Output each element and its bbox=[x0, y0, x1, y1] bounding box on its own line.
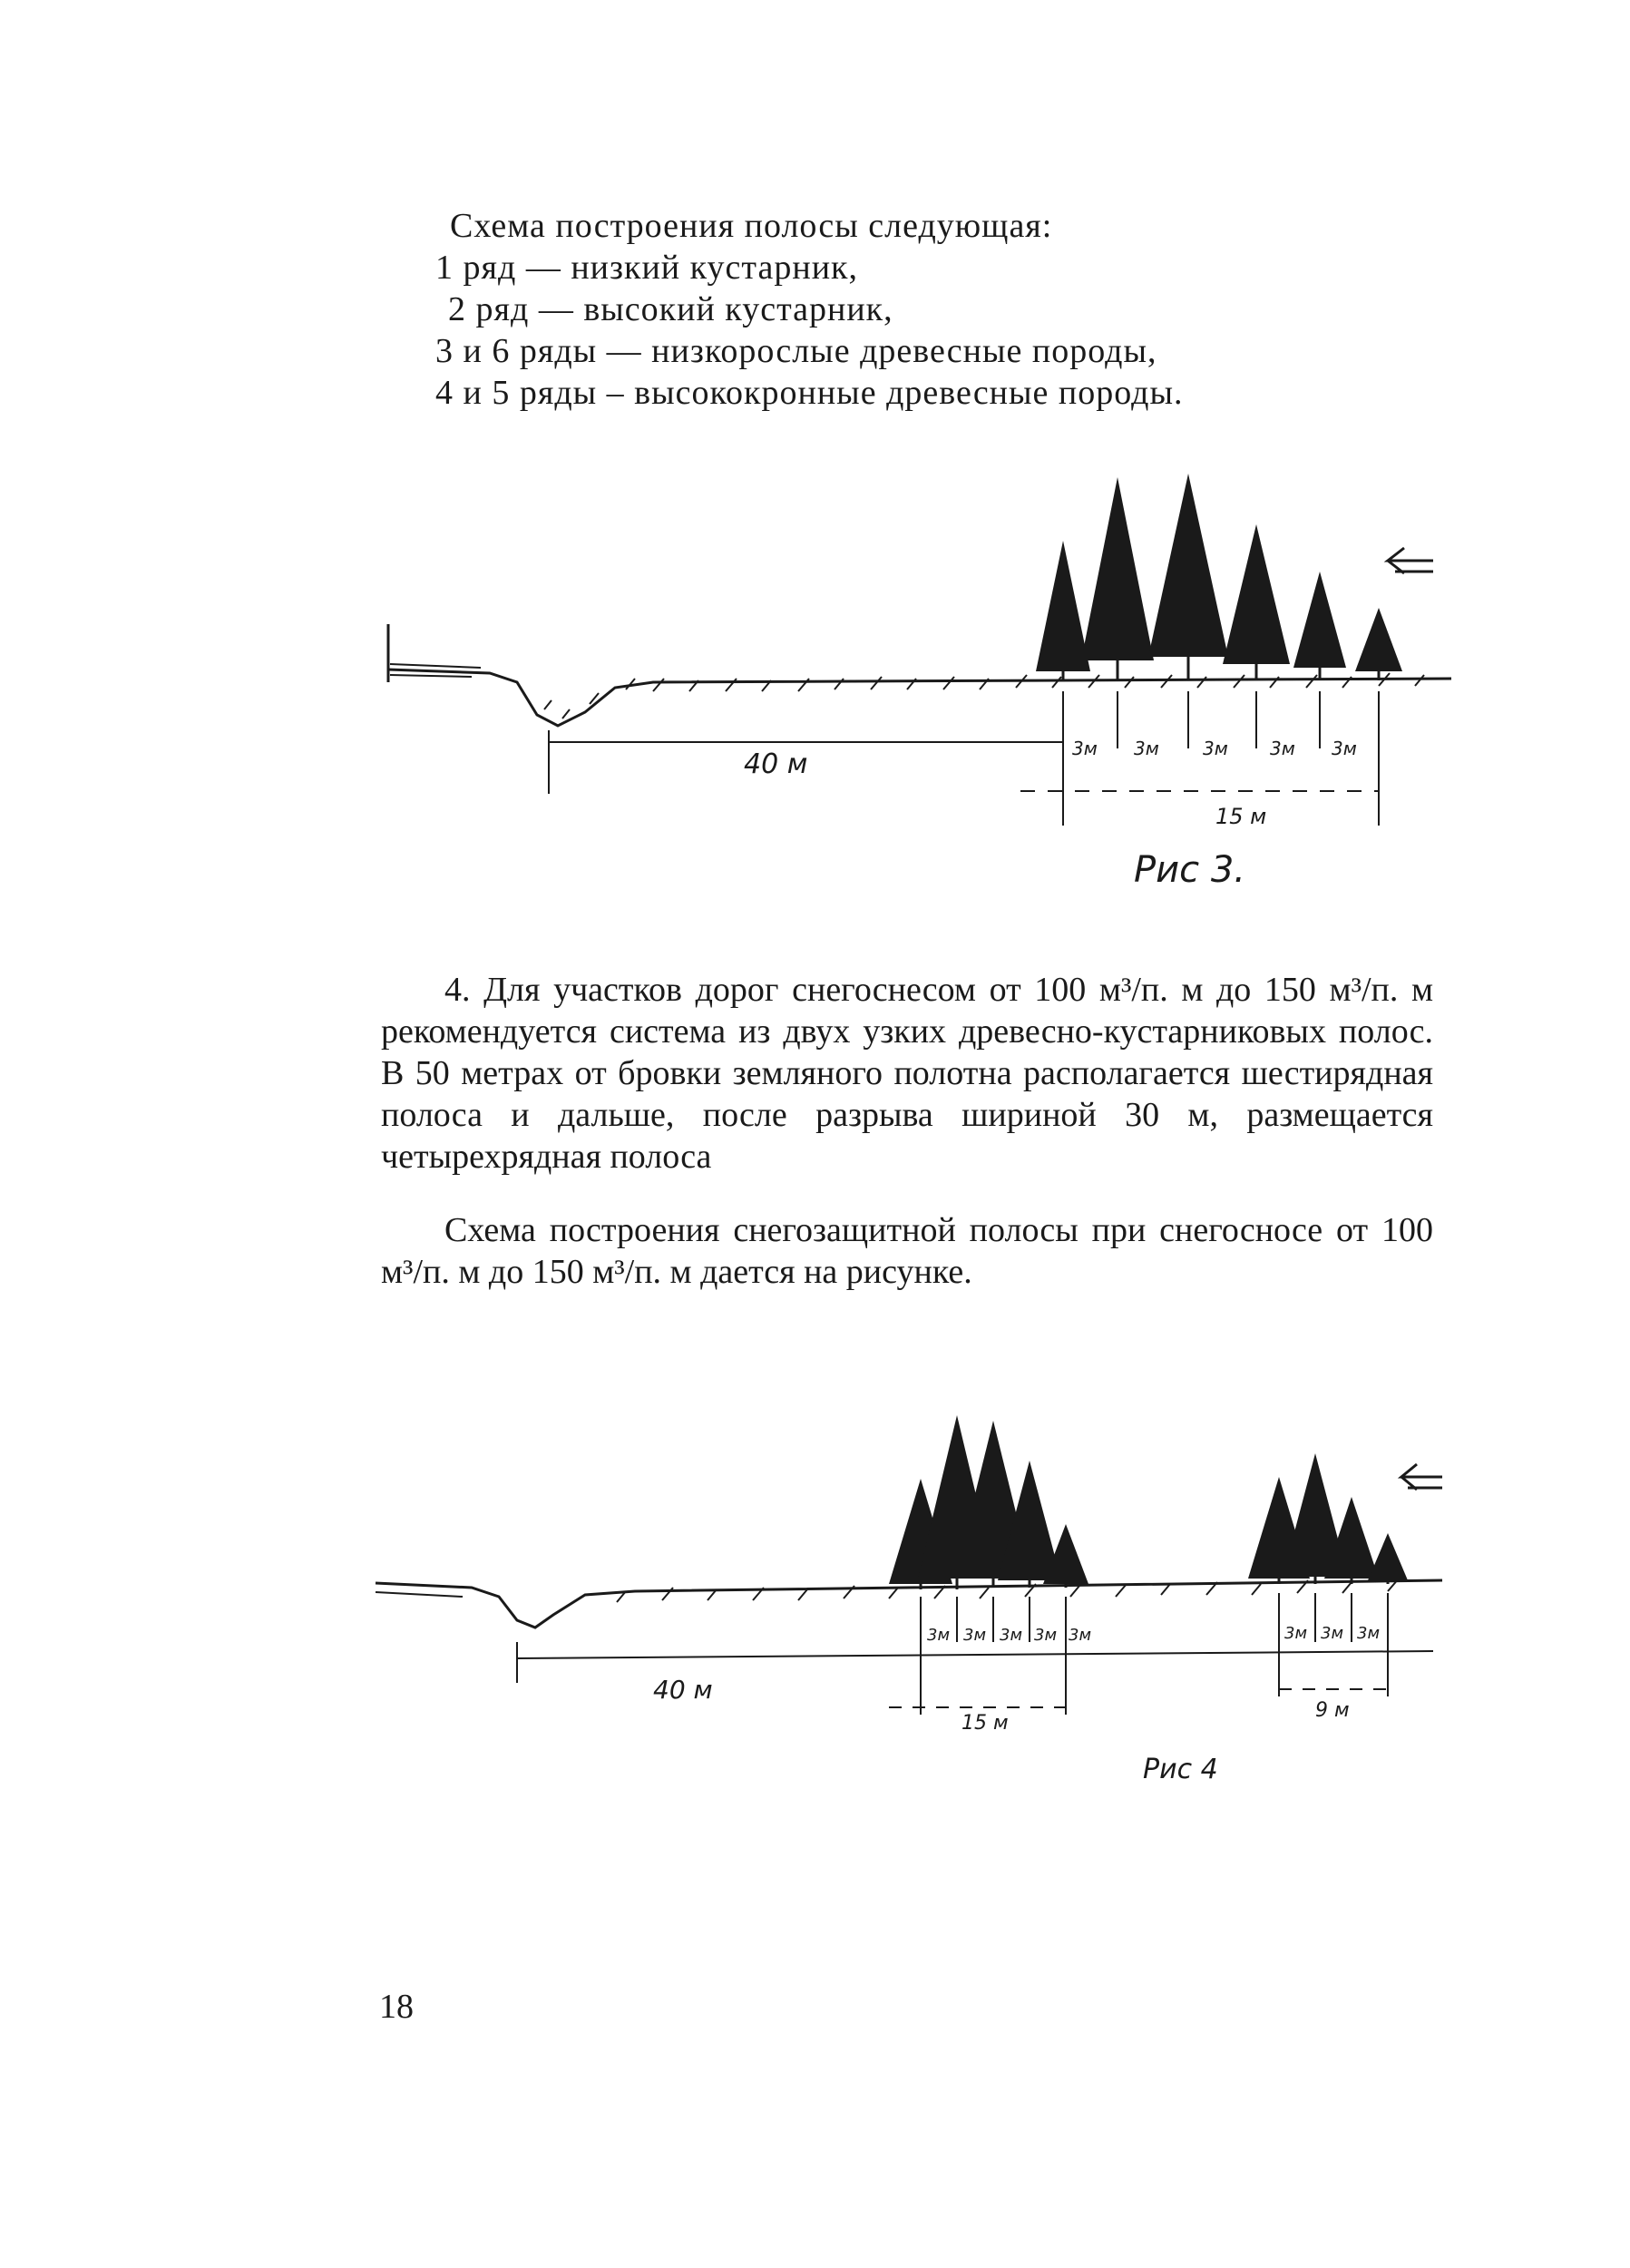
scheme-row-2: 2 ряд — высокий кустарник, bbox=[448, 290, 893, 328]
figure-4-drawing bbox=[363, 1370, 1479, 1823]
fig3-spacing-1: 3м bbox=[1072, 738, 1098, 759]
ground-profile-line bbox=[388, 670, 1451, 726]
figure-4-cross-section bbox=[363, 1370, 1479, 1823]
fig4-band2-spacing-2: 3м bbox=[1321, 1624, 1344, 1643]
fig3-spacing-3: 3м bbox=[1203, 738, 1228, 759]
tree-3 bbox=[1148, 474, 1228, 657]
page-number: 18 bbox=[379, 1988, 414, 2026]
paragraph-4 bbox=[381, 969, 1433, 1178]
fig4-band1-spacing-3: 3м bbox=[1000, 1626, 1023, 1645]
paragraph-4-text: 4. Для участков дорог снегоснесом от 100 м³/п. м до 150 м³/п. м рекомендуется система из двух узких древесно-кустарниковых полос. В 50 метрах от бровки земляного полотна располагается шестирядная полоса и дальше, после разрыва шириной 30 м, размещается четырехрядная полоса bbox=[381, 971, 1433, 1176]
fig3-spacing-5: 3м bbox=[1332, 738, 1357, 759]
ground-profile-line bbox=[376, 1580, 1442, 1628]
fig3-dist-40m: 40 м bbox=[744, 748, 808, 780]
dimension-ticks bbox=[517, 1593, 1388, 1715]
tree-crowns bbox=[1036, 474, 1402, 671]
figure-3-cross-section bbox=[381, 454, 1469, 925]
wind-arrow-icon bbox=[1388, 548, 1433, 573]
fig4-band1-spacing-2: 3м bbox=[963, 1626, 987, 1645]
dimension-baseline bbox=[517, 1651, 1433, 1658]
fig4-band1-spacing-4: 3м bbox=[1034, 1626, 1058, 1645]
tree-5 bbox=[1293, 572, 1346, 668]
tree-crowns bbox=[889, 1415, 1408, 1584]
fig4-band1-spacing-5: 3м bbox=[1069, 1626, 1092, 1645]
fig4-band2-spacing-3: 3м bbox=[1357, 1624, 1381, 1643]
fig4-dist-40m: 40 м bbox=[653, 1675, 713, 1705]
tree-2 bbox=[1081, 477, 1154, 660]
fig4-width-15m: 15 м bbox=[961, 1712, 1009, 1735]
scheme-row-4: 4 и 5 ряды – высококронные древесные породы. bbox=[435, 374, 1184, 412]
scheme-row-3: 3 и 6 ряды — низкорослые древесные породы, bbox=[435, 332, 1157, 370]
scheme-intro: Схема построения полосы следующая: bbox=[450, 207, 1053, 245]
paragraph-5 bbox=[381, 1209, 1433, 1293]
planting-scheme-text bbox=[435, 205, 1479, 414]
tree-4 bbox=[1223, 524, 1290, 664]
fig3-width-15m: 15 м bbox=[1215, 804, 1267, 829]
figure-3-drawing bbox=[381, 454, 1469, 925]
tree-1 bbox=[1036, 541, 1090, 671]
figure-4-caption: Рис 4 bbox=[1143, 1754, 1218, 1785]
tree-6 bbox=[1355, 608, 1402, 671]
fig3-spacing-4: 3м bbox=[1270, 738, 1295, 759]
wind-arrow-icon bbox=[1401, 1464, 1442, 1490]
figure-3-caption: Рис 3. bbox=[1134, 849, 1245, 891]
fig4-band2-spacing-1: 3м bbox=[1284, 1624, 1308, 1643]
fig3-spacing-2: 3м bbox=[1134, 738, 1159, 759]
fig4-width-9m: 9 м bbox=[1315, 1699, 1350, 1722]
scheme-row-1: 1 ряд — низкий кустарник, bbox=[435, 249, 858, 287]
paragraph-5-text: Схема построения снегозащитной полосы при снегосносе от 100 м³/п. м до 150 м³/п. м дается на рисунке. bbox=[381, 1211, 1433, 1291]
fig4-band1-spacing-1: 3м bbox=[927, 1626, 951, 1645]
